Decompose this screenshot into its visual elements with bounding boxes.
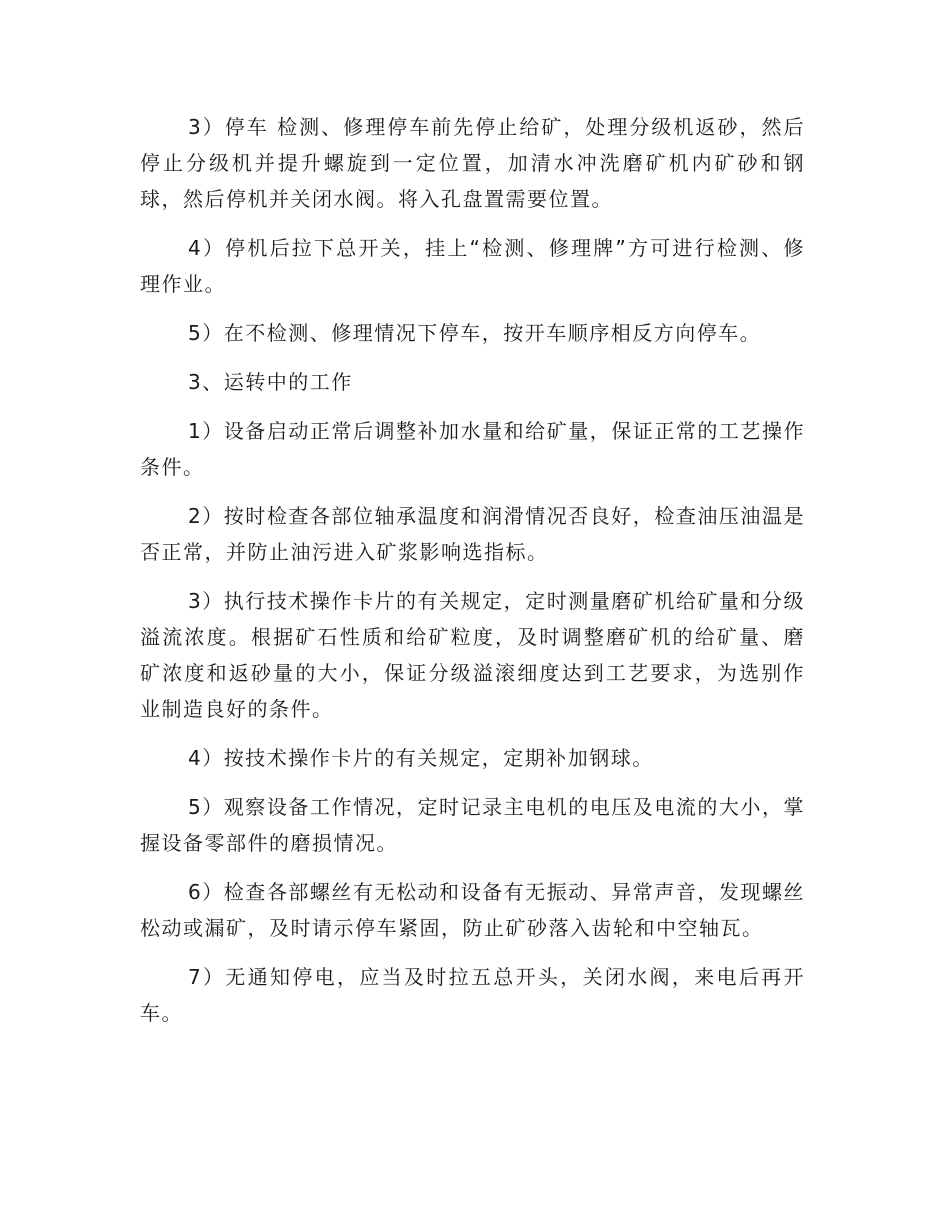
paragraph-operation-card: 3）执行技术操作卡片的有关规定，定时测量磨矿机给矿量和分级溢流浓度。根据矿石性质和给矿粒度，及时调整磨矿机的给矿量、磨矿浓度和返砂量的大小，保证分级溢滚细度达到工艺要求，为选别作业制造良好的条件。	[140, 589, 805, 721]
paragraph-observe-equipment: 5）观察设备工作情况，定时记录主电机的电压及电流的大小，掌握设备零部件的磨损情况。	[140, 795, 805, 855]
paragraph-power-outage: 7）无通知停电，应当及时拉五总开头，关闭水阀，来电后再开车。	[140, 965, 805, 1025]
paragraph-add-steel-balls: 4）按技术操作卡片的有关规定，定期补加钢球。	[188, 746, 654, 770]
document-body	[140, 109, 805, 1044]
paragraph-check-bearings: 2）按时检查各部位轴承温度和润滑情况否良好，检查油压油温是否正常，并防止油污进入矿浆影响选指标。	[140, 504, 805, 564]
paragraph-check-screws: 6）检查各部螺丝有无松动和设备有无振动、异常声音，发现螺丝松动或漏矿，及时请示停车紧固，防止矿砂落入齿轮和中空轴瓦。	[140, 880, 805, 940]
section-heading-operation: 3、运转中的工作	[188, 370, 353, 394]
paragraph-adjust-water-feed: 1）设备启动正常后调整补加水量和给矿量，保证正常的工艺操作条件。	[140, 419, 805, 479]
paragraph-stop-procedure: 3）停车 检测、修理停车前先停止给矿，处理分级机返砂，然后停止分级机并提升螺旋到一定位置，加清水冲洗磨矿机内矿砂和钢球，然后停机并关闭水阀。将入孔盘置需要位置。	[140, 115, 805, 211]
paragraph-power-off-sign: 4）停机后拉下总开关，挂上“检测、修理牌”方可进行检测、修理作业。	[140, 236, 805, 296]
paragraph-normal-stop: 5）在不检测、修理情况下停车，按开车顺序相反方向停车。	[188, 321, 762, 345]
